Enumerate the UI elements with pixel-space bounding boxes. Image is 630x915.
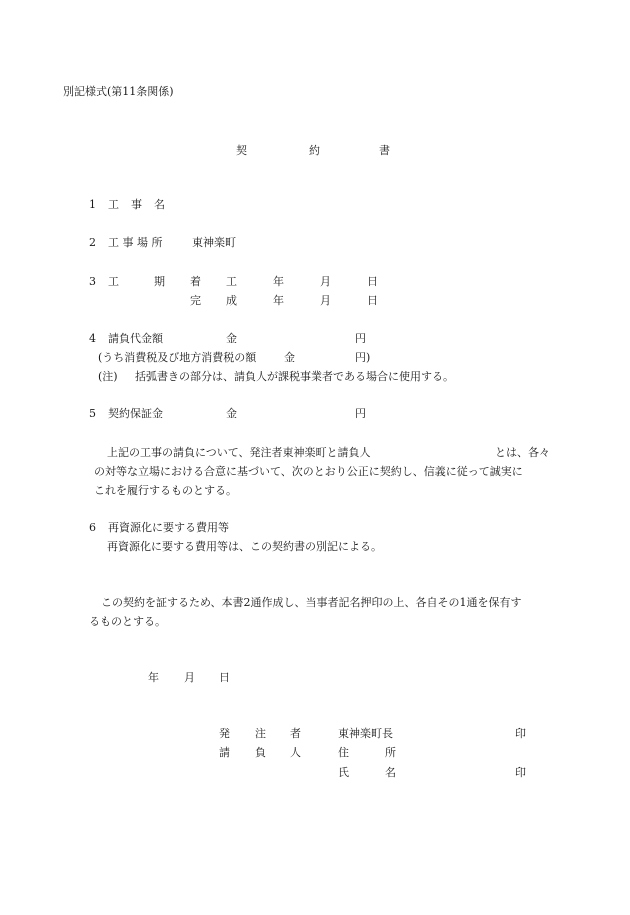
item-number: 5 (89, 407, 96, 420)
amount-yen: 円 (355, 332, 366, 345)
paragraph-line: の対等な立場における合意に基づいて、次のとおり公正に契約し、信義に従って誠実に (94, 465, 523, 478)
tax-open: (うち消費税及び地方消費税の額 (98, 351, 257, 364)
amount-yen: 円 (355, 407, 366, 420)
start-year: 年 (273, 275, 284, 288)
title-char-3: 書 (379, 144, 390, 157)
item-number: 2 (89, 236, 96, 249)
date-year: 年 (148, 671, 159, 684)
contractor-label-char: 請 (219, 746, 230, 759)
title-char-1: 契 (236, 144, 247, 157)
date-month: 月 (184, 671, 195, 684)
address-label-char: 住 (338, 746, 349, 759)
item-number: 1 (89, 198, 96, 211)
item-number: 3 (89, 275, 96, 288)
amount-kin: 金 (226, 407, 237, 420)
start-label-char: 工 (226, 275, 237, 288)
item-label-char: 期 (154, 275, 165, 288)
address-label-char: 所 (385, 746, 396, 759)
item-label-char: 事 (131, 198, 142, 211)
item-value: 東神楽町 (192, 236, 236, 249)
name-label-char: 氏 (338, 766, 349, 779)
item-label: 請負代金額 (108, 332, 163, 345)
start-label-char: 着 (190, 275, 201, 288)
end-month: 月 (320, 294, 331, 307)
note-text: 括弧書きの部分は、請負人が課税事業者である場合に使用する。 (135, 370, 454, 383)
end-year: 年 (273, 294, 284, 307)
closing-line: この契約を証するため、本書2通作成し、当事者記名押印の上、各自その1通を保有す (101, 596, 522, 609)
note-tag: (注) (98, 370, 118, 383)
paragraph-line: とは、各々 (495, 446, 550, 459)
item-label: 契約保証金 (108, 407, 163, 420)
orderer-label-char: 注 (255, 727, 266, 740)
tax-close: 円) (355, 351, 371, 364)
date-day: 日 (219, 671, 230, 684)
orderer-name: 東神楽町長 (338, 727, 393, 740)
seal-mark: 印 (515, 727, 526, 740)
closing-line: るものとする。 (89, 615, 166, 628)
item-label: 工 事 場 所 (108, 236, 163, 249)
item-number: 6 (89, 521, 96, 534)
contractor-label-char: 負 (255, 746, 266, 759)
start-month: 月 (320, 275, 331, 288)
name-label-char: 名 (385, 766, 396, 779)
form-header: 別記様式(第11条関係) (63, 85, 174, 98)
orderer-label-char: 発 (219, 727, 230, 740)
item-number: 4 (89, 332, 96, 345)
orderer-label-char: 者 (290, 727, 301, 740)
contractor-label-char: 人 (290, 746, 301, 759)
seal-mark: 印 (515, 766, 526, 779)
item-text: 再資源化に要する費用等は、この契約書の別記による。 (107, 540, 382, 553)
item-label-char: 工 (108, 275, 119, 288)
paragraph-line: 上記の工事の請負について、発注者東神楽町と請負人 (107, 446, 371, 459)
item-label: 再資源化に要する費用等 (108, 521, 229, 534)
title-char-2: 約 (309, 144, 320, 157)
end-label-char: 完 (190, 294, 201, 307)
paragraph-line: これを履行するものとする。 (94, 484, 237, 497)
start-day: 日 (367, 275, 378, 288)
amount-kin: 金 (226, 332, 237, 345)
item-label-char: 工 (108, 198, 119, 211)
end-label-char: 成 (226, 294, 237, 307)
tax-kin: 金 (284, 351, 295, 364)
item-label-char: 名 (154, 198, 165, 211)
end-day: 日 (367, 294, 378, 307)
